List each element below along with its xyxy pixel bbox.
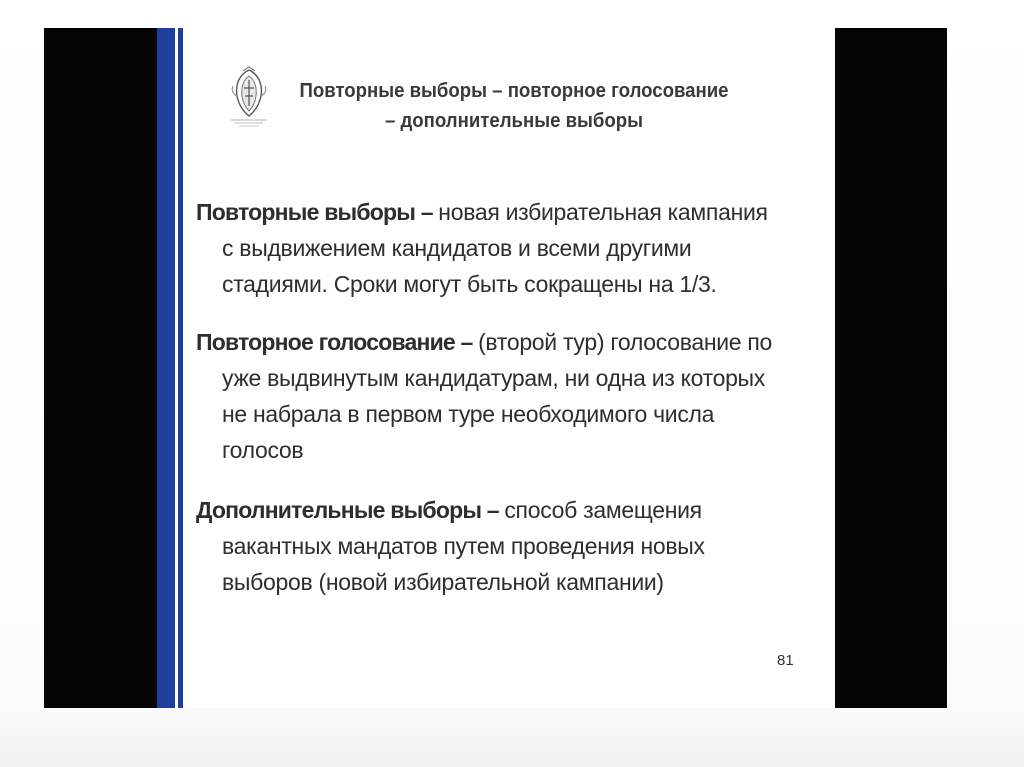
- definition-item-repeat-elections: [196, 194, 836, 302]
- definition-line: [196, 324, 836, 360]
- definition-text: с выдвижением кандидатов и всеми другими: [222, 235, 692, 261]
- definition-text: стадиями. Сроки могут быть сокращены на 1/3.: [222, 271, 717, 297]
- right-black-frame: [835, 28, 947, 708]
- definition-text: вакантных мандатов путем проведения новых: [222, 533, 705, 559]
- definition-text: уже выдвинутым кандидатурам, ни одна из которых: [222, 365, 765, 391]
- definition-line: [196, 194, 836, 230]
- definition-item-repeat-voting: [196, 324, 836, 468]
- left-black-frame: [44, 28, 157, 708]
- slide-title-line-2: – дополнительные выборы: [384, 110, 644, 132]
- term-separator: –: [454, 329, 479, 355]
- term-separator: –: [481, 497, 505, 523]
- definition-text: не набрала в первом туре необходимого числа: [222, 401, 715, 427]
- definition-term: Повторные выборы: [196, 199, 416, 225]
- slide-title-line-1: Повторные выборы – повторное голосование: [299, 80, 729, 102]
- definition-line: [196, 492, 836, 528]
- definition-text: голосов: [222, 437, 304, 463]
- definition-item-by-elections: [196, 492, 836, 600]
- definition-term: Дополнительные выборы: [196, 497, 482, 523]
- left-blue-band: [157, 28, 175, 708]
- page-number: 81: [777, 652, 794, 669]
- definition-text: выборов (новой избирательной кампании): [222, 569, 664, 595]
- definition-term: Повторное голосование: [196, 329, 455, 355]
- presentation-slide: [44, 28, 947, 708]
- term-separator: –: [415, 199, 439, 225]
- slide-title: [282, 76, 747, 136]
- left-blue-thin-stripe: [178, 28, 183, 708]
- definition-text: новая избирательная кампания: [438, 199, 768, 225]
- definition-text: способ замещения: [504, 497, 702, 523]
- definition-text: (второй тур) голосование по: [478, 329, 773, 355]
- electoral-commission-emblem-icon: [225, 66, 273, 128]
